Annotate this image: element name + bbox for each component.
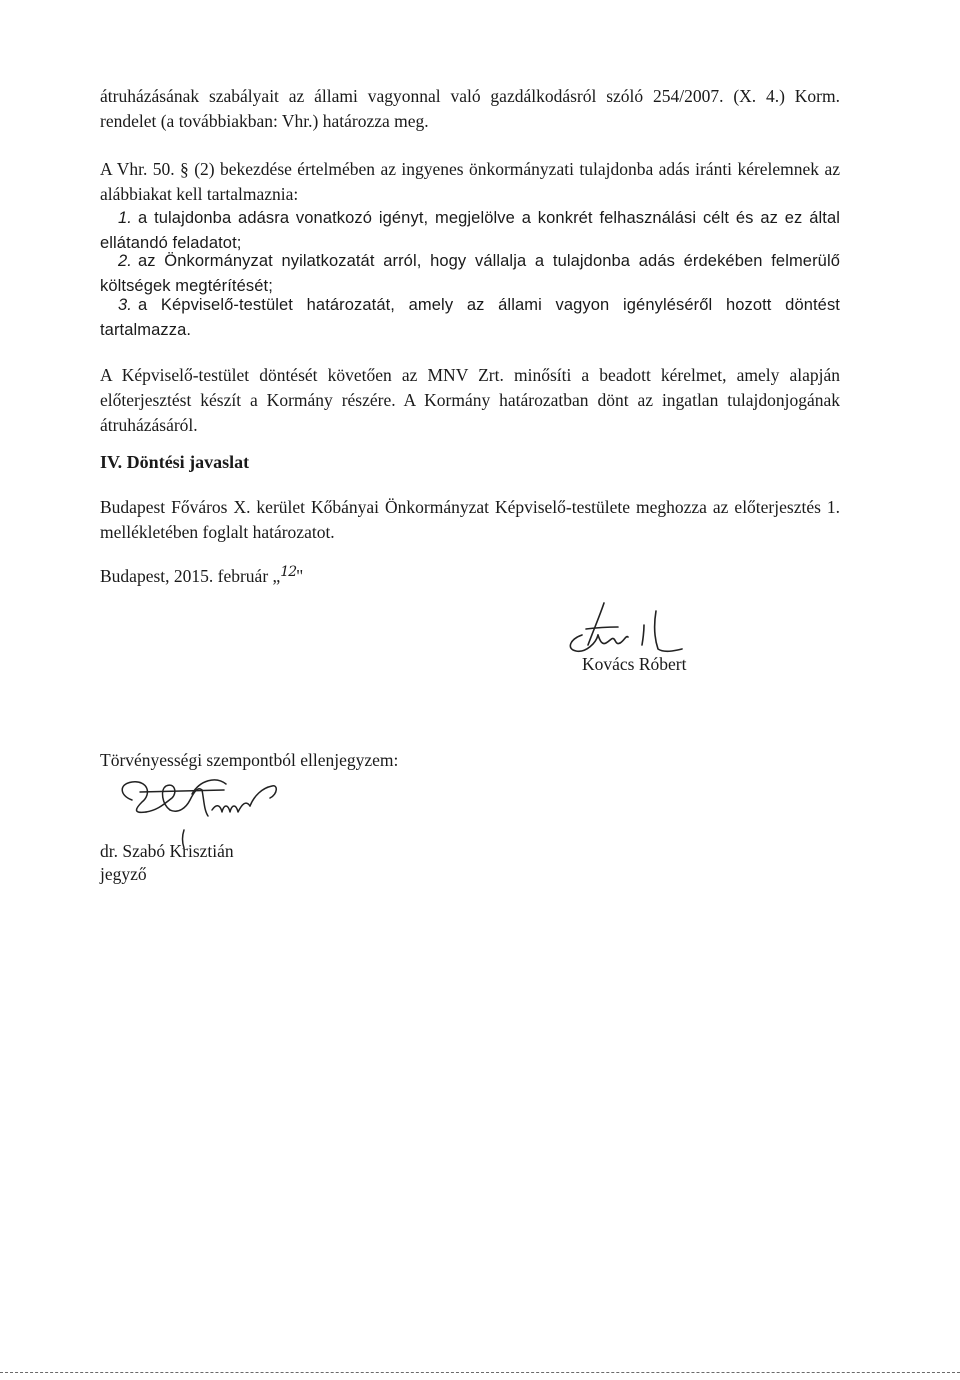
paragraph-procedure: A Képviselő-testület döntését követően az MNV Zrt. minősíti a beadott kérelmet, amely alapján előterjesztést készít a Kormány részére. A Kormány határozatban dönt az ingatlan tulajdonjogának átruházásáról.	[100, 365, 840, 435]
notary-name: dr. Szabó Krisztián	[100, 841, 234, 861]
date-prefix: Budapest, 2015. február „	[100, 566, 281, 586]
section-heading: IV. Döntési javaslat	[100, 452, 250, 472]
paragraph-requirements-intro: A Vhr. 50. § (2) bekezdése értelmében az ingyenes önkormányzati tulajdonba adás iránti kérelemnek az alábbiakat kell tartalmaznia:	[100, 159, 840, 204]
page-bottom-border	[0, 1372, 960, 1373]
list-item-number: 3.	[118, 296, 132, 314]
date-suffix: "	[296, 566, 304, 586]
list-item-number: 1.	[118, 209, 132, 227]
mayor-signature	[560, 595, 710, 655]
paragraph-decision: Budapest Főváros X. kerület Kőbányai Önkormányzat Képviselő-testülete meghozza az előterjesztés 1. mellékletében foglalt határozatot.	[100, 497, 840, 542]
list-item-number: 2.	[118, 252, 132, 270]
list-item	[100, 293, 840, 343]
list-item-text: a Képviselő-testület határozatát, amely az állami vagyon igényléséről hozott döntést tartalmazza.	[100, 296, 840, 339]
list-item-text: a tulajdonba adásra vonatkozó igényt, megjelölve a konkrét felhasználási célt és az ez által ellátandó feladatot;	[100, 209, 840, 252]
countersign-label: Törvényességi szempontból ellenjegyzem:	[100, 750, 399, 770]
date-line	[100, 565, 303, 589]
paragraph-regulation: átruházásának szabályait az állami vagyonnal való gazdálkodásról szóló 254/2007. (X. 4.) Korm. rendelet (a továbbiakban: Vhr.) határozza meg.	[100, 86, 840, 131]
list-item	[100, 249, 840, 299]
list-item-text: az Önkormányzat nyilatkozatát arról, hogy vállalja a tulajdonba adás érdekében felmerülő költségek megtérítését;	[100, 252, 840, 295]
notary-title: jegyző	[100, 864, 147, 884]
date-day-handwritten: 12	[280, 564, 297, 580]
mayor-name: Kovács Róbert	[582, 654, 687, 674]
